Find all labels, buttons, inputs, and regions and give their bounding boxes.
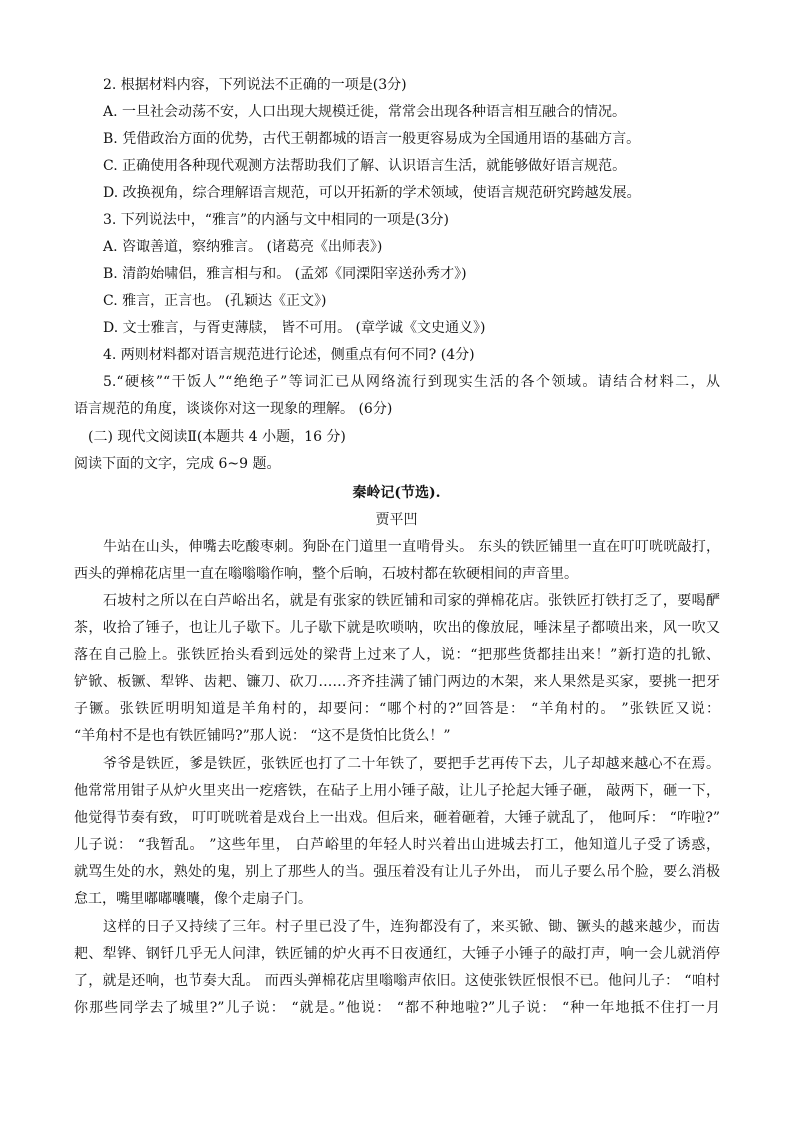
question-2-option-d: D. 改换视角，综合理解语言规范，可以开拓新的学术领域，使语言规范研究跨越发展。 xyxy=(103,185,641,201)
question-3-option-c: C. 雅言，正言也。 (孔颖达《正文》) xyxy=(103,293,327,309)
question-2-option-a: A. 一旦社会动荡不安，人口出现大规模迁徙，常常会出现各种语言相互融合的情况。 xyxy=(103,104,627,120)
question-2-option-b: B. 凭借政治方面的优势，古代王朝都城的语言一般更容易成为全国通用语的基础方言。 xyxy=(103,131,641,147)
paragraph-4-line-4: 你那些同学去了城里?”儿子说： “就是。”他说： “都不种地啦?”儿子说： “种一年地抵不住打一月 xyxy=(74,1000,720,1016)
question-5-line-2: 语言规范的角度，谈谈你对这一现象的理解。 (6分) xyxy=(74,401,393,417)
question-2-option-c: C. 正确使用各种现代观测方法帮助我们了解、认识语言生活，就能够做好语言规范。 xyxy=(103,158,627,174)
paragraph-3-line-5: 就骂生处的水，熟处的鬼，别上了那些人的当。强压着没有让儿子外出， 而儿子要么吊个脸，要么消极 xyxy=(74,864,720,880)
passage-author: 贾平凹 xyxy=(375,512,418,528)
paragraph-4-line-1: 这样的日子又持续了三年。村子里已没了牛，连狗都没有了，来买锨、锄、镢头的越来越少，而齿 xyxy=(103,919,720,935)
paragraph-2-line-6: “羊角村不是也有铁匠铺吗?”那人说： “这不是货怕比货么！” xyxy=(74,728,451,744)
paragraph-2-line-1: 石坡村之所以在白芦峪出名，就是有张家的铁匠铺和司家的弹棉花店。张铁匠打铁打乏了，要喝酽 xyxy=(103,593,720,609)
paragraph-2-line-4: 铲锨、板镢、犁铧、齿耙、镰刀、砍刀……齐齐挂满了铺门两边的木架，来人果然是买家，要挑一把牙 xyxy=(74,674,720,690)
paragraph-3-line-1: 爷爷是铁匠，爹是铁匠，张铁匠也打了二十年铁了，要把手艺再传下去，儿子却越来越心不在焉。 xyxy=(103,756,720,772)
question-3-option-a: A. 咨诹善道，察纳雅言。 (诸葛亮《出师表》) xyxy=(103,239,383,255)
paragraph-2-line-2: 茶，收拾了锤子，也让儿子歇下。儿子歇下就是吹唢呐，吹出的像放屁，唾沫星子都喷出来，风一吹又 xyxy=(74,620,720,636)
paragraph-3-line-2: 他常常用钳子从炉火里夹出一疙瘩铁，在砧子上用小锤子敲，让儿子抡起大锤子砸， 敲两下，砸一下， xyxy=(74,783,720,799)
paragraph-2-line-5: 子镢。张铁匠明明知道是羊角村的，却要问：“哪个村的?”回答是： “羊角村的。 ”张铁匠又说： xyxy=(74,701,720,717)
passage-title: 秦岭记(节选). xyxy=(352,485,441,501)
question-3: 3. 下列说法中，“雅言”的内涵与文中相同的一项是(3分) xyxy=(103,212,449,228)
paragraph-4-line-3: 了，就是还响，也节奏大乱。 而西头弹棉花店里嗡嗡声依旧。这使张铁匠恨恨不已。他问儿子： “咱村 xyxy=(74,973,720,989)
question-3-option-b: B. 清韵始啸侣，雅言相与和。 (孟郊《同溧阳宰送孙秀才》) xyxy=(103,266,467,282)
paragraph-4-line-2: 耙、犁铧、钢钎几乎无人问津，铁匠铺的炉火再不日夜通红，大锤子小锤子的敲打声，响一会儿就消停 xyxy=(74,946,720,962)
paragraph-3-line-3: 他觉得节奏有致， 叮叮咣咣着是戏台上一出戏。但后来，砸着砸着，大锤子就乱了， 他呵斥： “咋啦?” xyxy=(74,810,720,826)
paragraph-3-line-6: 怠工，嘴里嘟嘟囔囔，像个走扇子门。 xyxy=(74,891,312,907)
question-5-line-1: 5.“硬核”“干饭人”“绝绝子”等词汇已从网络流行到现实生活的各个领域。请结合材料二，从 xyxy=(103,374,720,390)
question-2: 2. 根据材料内容，下列说法不正确的一项是(3分) xyxy=(103,77,407,93)
paragraph-1-line-1: 牛站在山头，伸嘴去吃酸枣刺。狗卧在门道里一直啃骨头。 东头的铁匠铺里一直在叮叮咣咣敲打， xyxy=(103,539,720,555)
paragraph-1-line-2: 西头的弹棉花店里一直在嗡嗡嗡作响，整个后晌，石坡村都在软硬相间的声音里。 xyxy=(74,566,578,582)
section-heading: (二) 现代文阅读Ⅱ(本题共 4 小题，16 分) xyxy=(88,429,346,445)
reading-instruction: 阅读下面的文字，完成 6~9 题。 xyxy=(74,456,281,472)
question-3-option-d: D. 文士雅言，与胥吏薄牍， 皆不可用。 (章学诚《文史通义》) xyxy=(103,320,486,336)
paragraph-3-line-4: 儿子说： “我暂乱。 ”这些年里， 白芦峪里的年轻人时兴着出山进城去打工，他知道儿子受了诱惑， xyxy=(74,837,720,853)
question-4: 4. 两则材料都对语言规范进行论述，侧重点有何不同? (4分) xyxy=(103,347,475,363)
paragraph-2-line-3: 落在自己脸上。张铁匠抬头看到远处的梁背上过来了人，说：“把那些货都挂出来！”新打造的扎锨、 xyxy=(74,647,720,663)
